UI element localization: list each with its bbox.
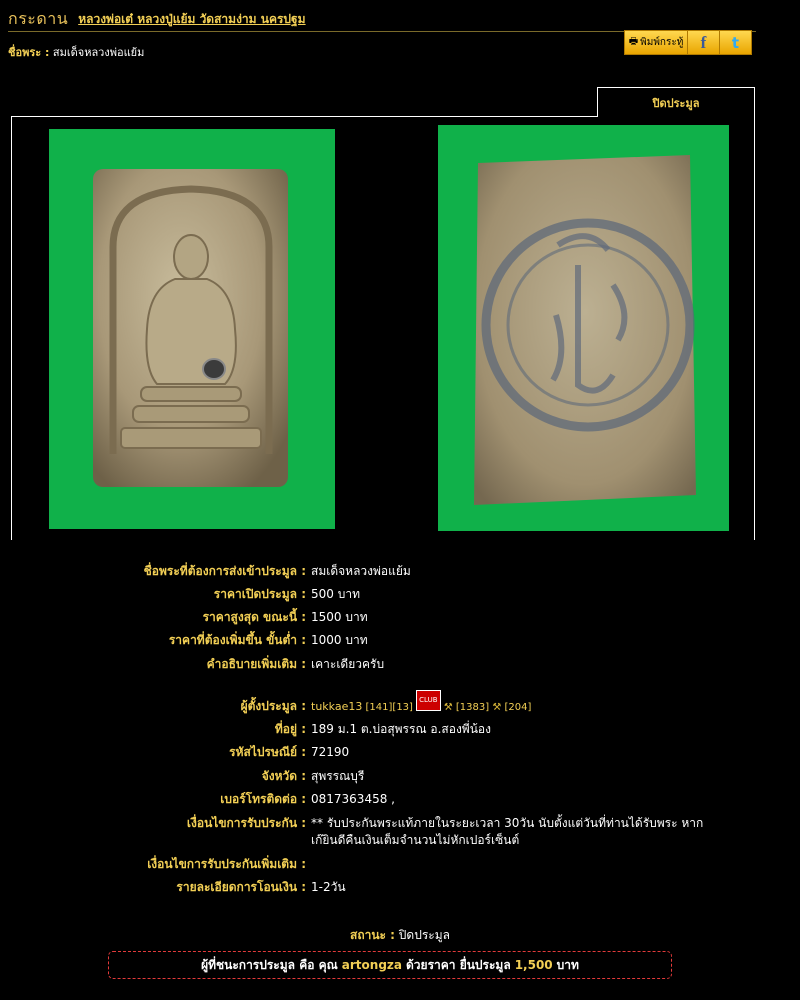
winner-prefix: ผู้ที่ชนะการประมูล คือ คุณ	[201, 957, 338, 972]
detail-label: ราคาที่ต้องเพิ่มขึ้น ขั้นต่ำ :	[168, 633, 306, 647]
seller-stats: [141][13]	[365, 702, 413, 713]
printer-icon: 🖶	[628, 36, 639, 47]
contact-label: ที่อยู่ :	[274, 722, 306, 736]
detail-label: คำอธิบายเพิ่มเติม :	[206, 657, 306, 671]
contact-label: จังหวัด :	[261, 769, 306, 783]
amulet-front-photo[interactable]	[49, 129, 335, 529]
amulet-name-value: สมเด็จหลวงพ่อแย้ม	[52, 46, 145, 59]
winner-amount: 1,500	[514, 958, 553, 972]
detail-label: ชื่อพระที่ต้องการส่งเข้าประมูล :	[143, 564, 306, 578]
status-label: สถานะ :	[350, 928, 395, 942]
seller-username-link[interactable]: tukkae13	[311, 700, 363, 713]
contact-value: 0817363458 ,	[311, 792, 395, 806]
detail-value: เคาะเดียวครับ	[311, 657, 385, 671]
image-panel	[11, 116, 755, 540]
status-value: ปิดประมูล	[398, 928, 450, 942]
amulet-name-row	[8, 43, 144, 61]
club-badge-icon[interactable]: CLUB	[416, 690, 440, 711]
contact-label: เงื่อนไขการรับประกัน :	[186, 816, 306, 830]
amulet-name-label: ชื่อพระ :	[8, 46, 50, 59]
top-bar	[8, 8, 756, 32]
amulet-back-photo[interactable]	[438, 125, 729, 531]
guarantee-value: ** รับประกันพระแท้ภายในระยะเวลา 30วัน นับตั้งแต่วันที่ท่านได้รับพระ หากเก๊ยินดีคืนเงินเต็มจำนวนไม่หักเปอร์เซ็นต์	[311, 816, 704, 847]
twitter-icon: t	[731, 33, 740, 52]
detail-label: ราคาสูงสุด ขณะนี้ :	[202, 610, 306, 624]
amulet-back-image	[438, 125, 729, 531]
auction-status	[0, 926, 800, 945]
detail-value: 1500 บาท	[311, 610, 368, 624]
gavel-icon: ⚒	[492, 702, 502, 713]
amulet-front-image	[49, 129, 335, 529]
contact-value: สุพรรณบุรี	[311, 769, 365, 783]
contact-label: รายละเอียดการโอนเงิน :	[176, 880, 306, 894]
contact-value: 1-2วัน	[311, 880, 346, 894]
winner-middle: ด้วยราคา ยื่นประมูล	[406, 957, 511, 972]
board-logo[interactable]: กระดาน	[8, 11, 69, 28]
contact-label: เงื่อนไขการรับประกันเพิ่มเติม :	[147, 857, 306, 871]
contact-value: 72190	[311, 745, 350, 759]
contact-label: รหัสไปรษณีย์ :	[229, 745, 306, 759]
facebook-icon: f	[700, 32, 707, 52]
tab-closed-auction[interactable]: ปิดประมูล	[597, 87, 755, 117]
detail-value: สมเด็จหลวงพ่อแย้ม	[311, 564, 411, 578]
seller-label: ผู้ตั้งประมูล :	[240, 699, 306, 713]
winner-suffix: บาท	[556, 957, 579, 972]
contact-value: 189 ม.1 ต.บ่อสุพรรณ อ.สองพี่น้อง	[311, 722, 491, 736]
seller-info	[311, 698, 711, 719]
seller-bid-count[interactable]: [1383]	[455, 702, 490, 713]
contact-label: เบอร์โทรติดต่อ :	[220, 792, 306, 806]
hammer-icon: ⚒	[443, 702, 453, 713]
detail-label: ราคาเปิดประมูล :	[213, 587, 306, 601]
detail-value: 500 บาท	[311, 587, 360, 601]
print-button-label: พิมพ์กระทู้	[640, 37, 684, 48]
action-buttons	[624, 30, 752, 55]
twitter-share-button[interactable]	[720, 30, 752, 55]
facebook-share-button[interactable]	[688, 30, 720, 55]
breadcrumb-link[interactable]: หลวงพ่อเต๋ หลวงปู่แย้ม วัดสามง่าม นครปฐม	[78, 12, 306, 26]
winner-username-link[interactable]: artongza	[341, 958, 402, 972]
detail-value: 1000 บาท	[311, 633, 368, 647]
print-button[interactable]	[624, 30, 688, 55]
seller-auction-count[interactable]: [204]	[504, 702, 532, 713]
winner-banner	[108, 951, 672, 979]
